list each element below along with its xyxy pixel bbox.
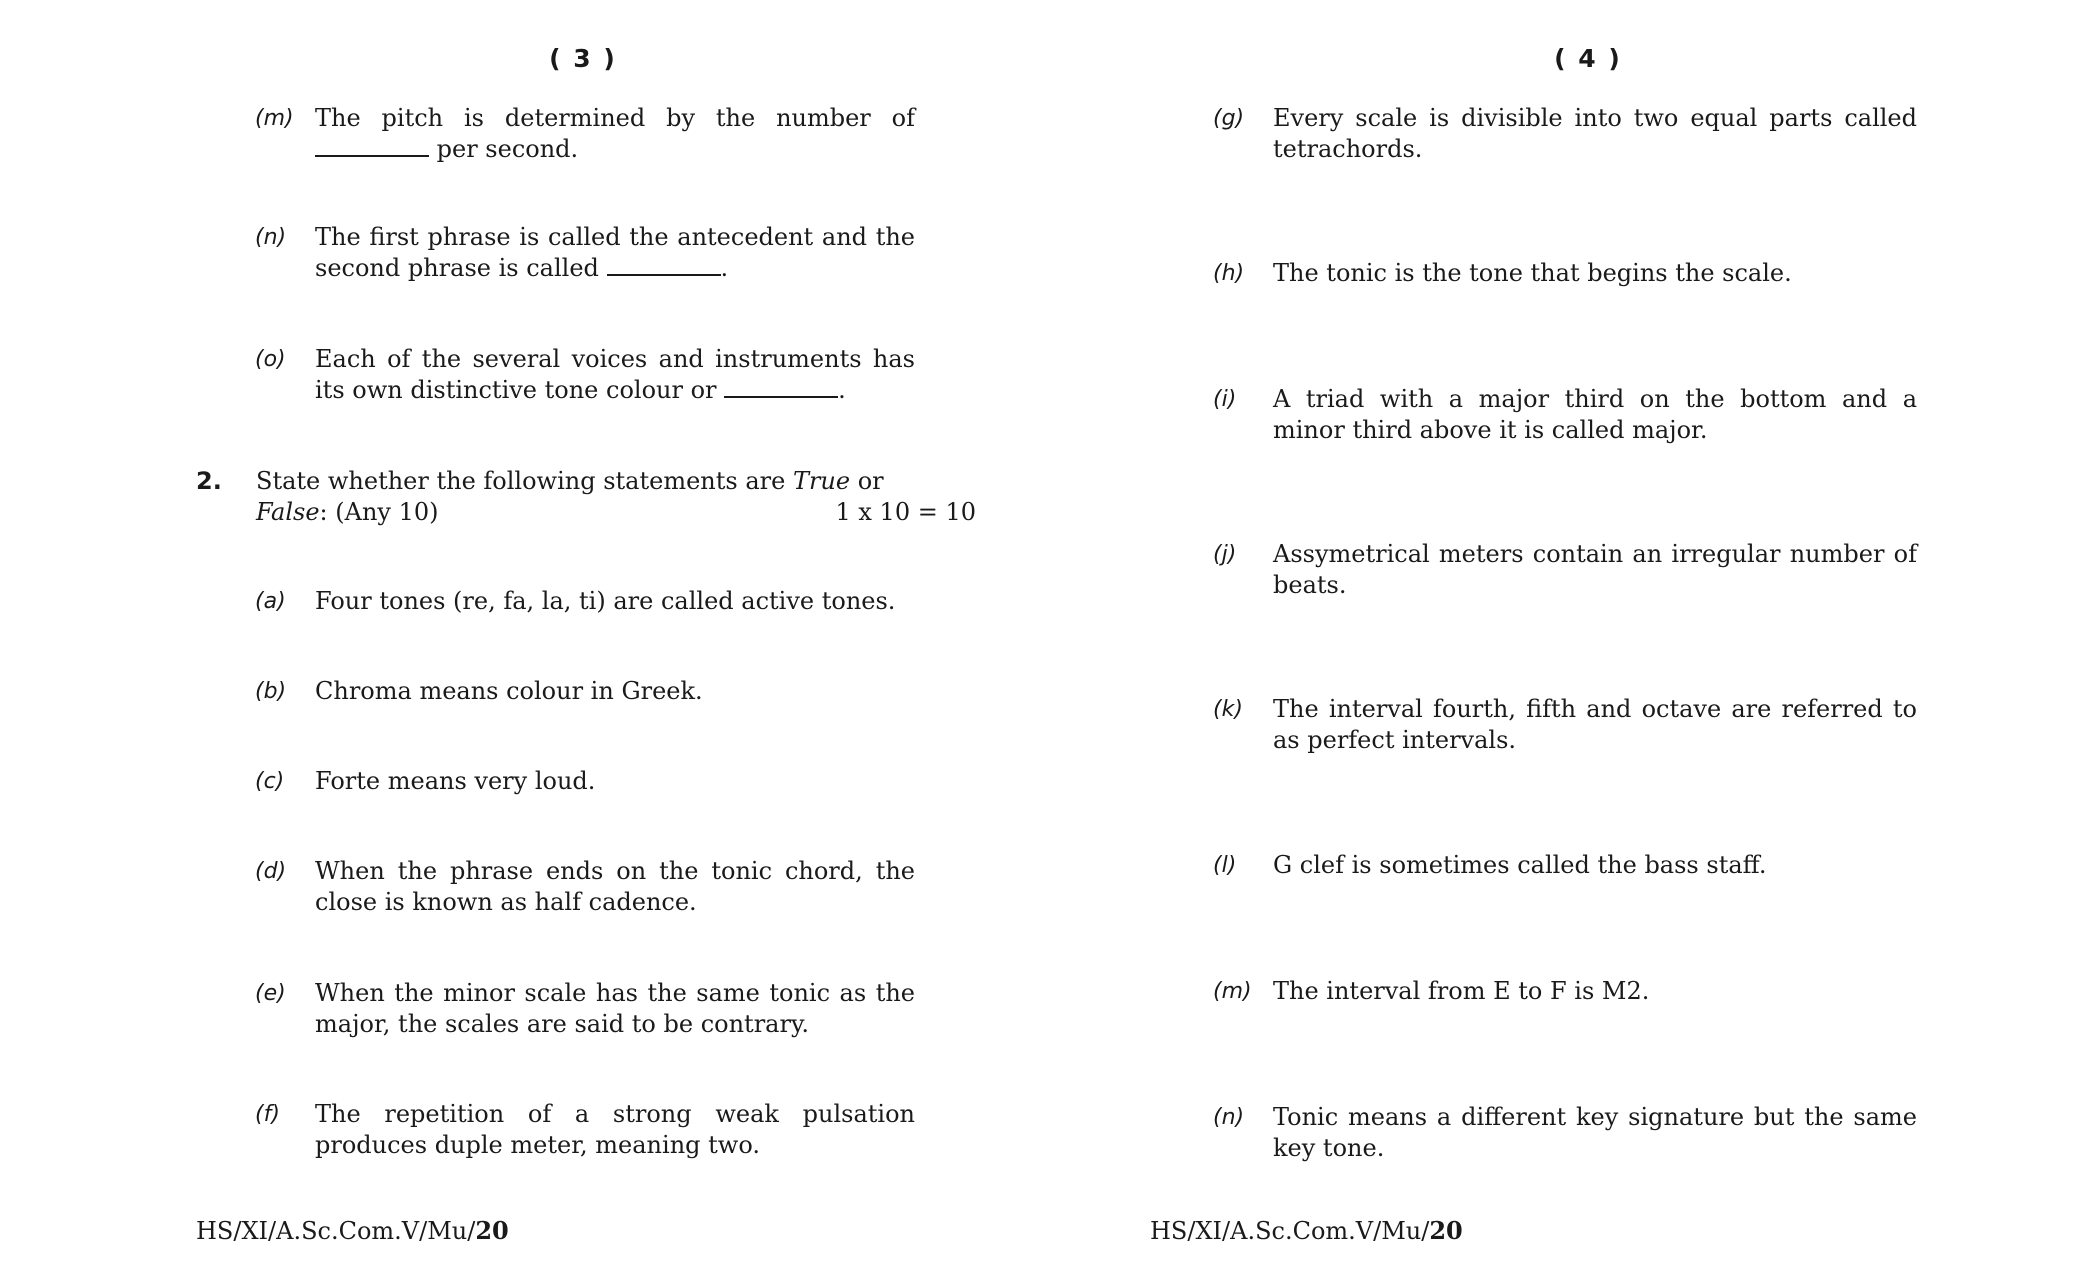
statement-j [1213,539,1917,601]
item-label: (j) [1213,542,1237,567]
paper-code-footer: HS/XI/A.Sc.Com.V/Mu/20 [196,1216,509,1245]
item-text: When the phrase ends on the tonic chord, the close is known as half cadence. [315,857,915,916]
question-2-heading [196,466,976,528]
statement-g [1213,103,1917,165]
statement-k [1213,694,1917,756]
item-label: (f) [255,1102,280,1127]
statement-n [1213,1102,1917,1164]
item-label: (n) [255,225,287,250]
statement-h [1213,258,1917,289]
statement-m [1213,976,1917,1007]
item-label: (d) [255,859,287,884]
statement-b [255,676,915,707]
item-label: (m) [255,106,294,131]
question-instruction: State whether the following statements are True or False: (Any 10) [256,467,884,526]
statement-f [255,1099,915,1161]
item-text: Each of the several voices and instruments has its own distinctive tone colour or . [315,345,915,404]
page-number: ( 4 ) [1554,44,1622,73]
item-label: (b) [255,679,287,704]
item-label: (h) [1213,261,1245,286]
item-text: A triad with a major third on the bottom and a minor third above it is called major. [1273,385,1917,444]
item-label: (k) [1213,697,1243,722]
item-label: (a) [255,589,286,614]
fill-blank-item-n [255,222,915,284]
item-label: (g) [1213,106,1245,131]
item-text: When the minor scale has the same tonic as the major, the scales are said to be contrary. [315,979,915,1038]
item-text: G clef is sometimes called the bass staff. [1273,851,1767,879]
answer-blank [315,135,429,157]
item-text: The pitch is determined by the number of per second. [315,104,915,163]
page-4 [1050,0,2100,1275]
marks-allocation: 1 x 10 = 10 [835,498,976,526]
statement-c [255,766,915,797]
item-text: Chroma means colour in Greek. [315,677,703,705]
question-number: 2. [196,467,222,495]
fill-blank-item-o [255,344,915,406]
statement-d [255,856,915,918]
item-text: The tonic is the tone that begins the scale. [1273,259,1792,287]
item-text: Assymetrical meters contain an irregular number of beats. [1273,540,1917,599]
statement-i [1213,384,1917,446]
item-text: The interval from E to F is M2. [1273,977,1650,1005]
statement-l [1213,850,1917,881]
item-label: (l) [1213,853,1237,878]
item-text: The first phrase is called the antecedent and the second phrase is called . [315,223,915,282]
fill-blank-item-m [255,103,915,165]
statement-a [255,586,915,617]
item-label: (e) [255,981,286,1006]
page-number: ( 3 ) [549,44,617,73]
item-text: Every scale is divisible into two equal parts called tetrachords. [1273,104,1917,163]
paper-code-footer: HS/XI/A.Sc.Com.V/Mu/20 [1150,1216,1463,1245]
statement-e [255,978,915,1040]
item-text: The interval fourth, fifth and octave are referred to as perfect intervals. [1273,695,1917,754]
answer-blank [724,376,838,398]
item-label: (n) [1213,1105,1245,1130]
item-label: (o) [255,347,286,372]
item-text: Four tones (re, fa, la, ti) are called active tones. [315,587,896,615]
item-label: (c) [255,769,285,794]
item-text: Tonic means a different key signature but the same key tone. [1273,1103,1917,1162]
answer-blank [607,254,721,276]
item-text: The repetition of a strong weak pulsation produces duple meter, meaning two. [315,1100,915,1159]
item-label: (m) [1213,979,1252,1004]
item-label: (i) [1213,387,1237,412]
item-text: Forte means very loud. [315,767,596,795]
